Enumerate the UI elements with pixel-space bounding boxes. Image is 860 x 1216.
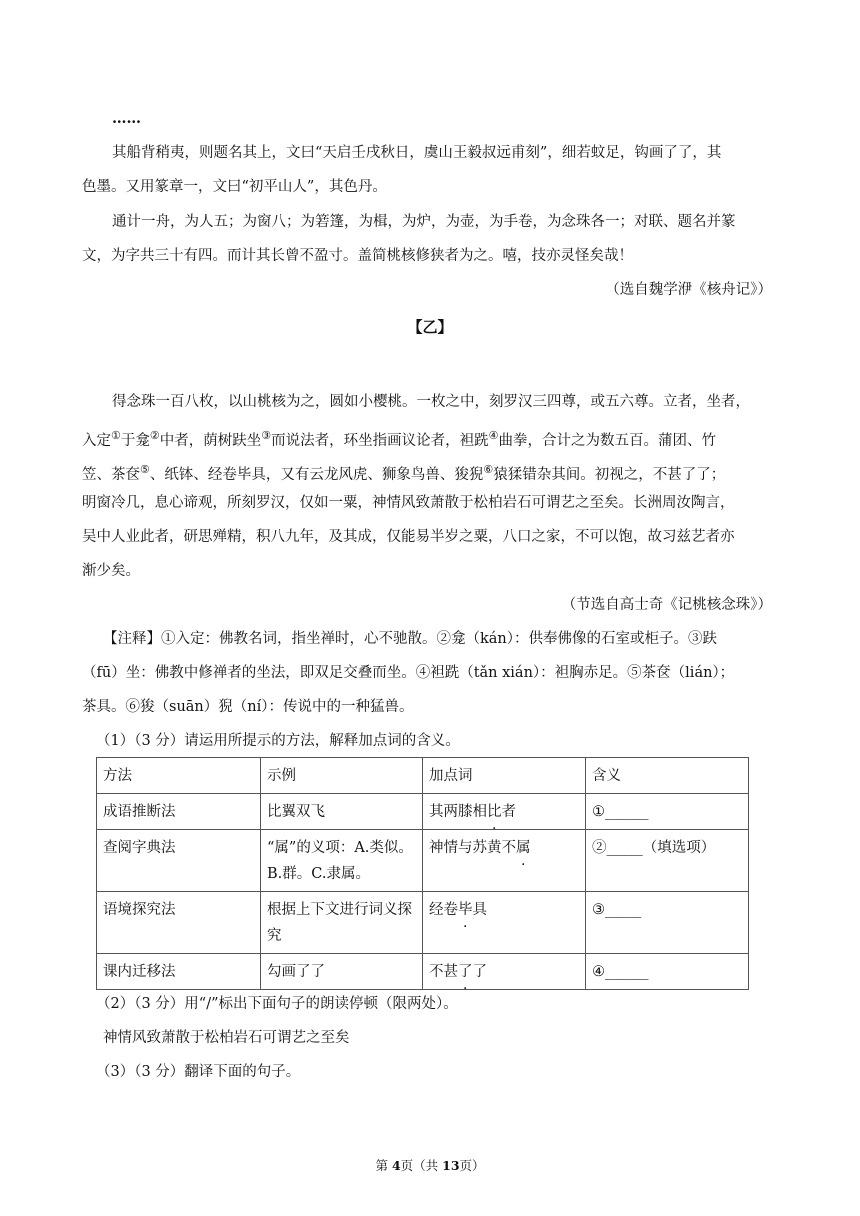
footnote-ref: ⑥ — [483, 463, 494, 476]
meaning-cell[interactable]: ③_____ — [586, 892, 749, 954]
notes-line-2: （fū）坐：佛教中修禅者的坐法，即双足交叠而坐。④袒跣（tǎn xián）：袒胸赤足。⑤茶奁（lián）； — [82, 665, 735, 681]
word-text: 了 — [472, 964, 487, 980]
meaning-cell[interactable]: ④______ — [586, 954, 749, 990]
table-header-row — [97, 758, 749, 794]
table-row — [97, 830, 749, 892]
word-text: 其两膝相 — [429, 804, 487, 820]
example-cell: 根据上下文进行词义探究 — [261, 892, 423, 954]
section-b-line-1: 得念珠一百八枚，以山桃核为之，圆如小樱桃。一枚之中，刻罗汉三四尊，或五六尊。立者，坐者， — [112, 394, 750, 410]
page-total: 13 — [442, 1158, 460, 1173]
footnote-ref: ② — [149, 429, 160, 442]
table-row — [97, 794, 749, 830]
text: 曲拳，合计之为数五百。蒲团、竹 — [498, 432, 716, 449]
section-b-line-4: 明窗冷几，息心谛观，所刻罗汉，仅如一粟，神情风致萧散于松柏岩石可谓艺之至矣。长洲周汝陶言， — [82, 495, 735, 511]
word-text: 者 — [501, 804, 516, 820]
table-header: 加点词 — [423, 758, 586, 794]
text: 猿猱错杂其间。初视之，不甚了了； — [493, 466, 726, 483]
paragraph-1-line-2: 色墨。又用篆章一，文曰“初平山人”，其色丹。 — [82, 179, 387, 195]
question-3-text: （3）（3 分）翻译下面的句子。 — [96, 1064, 301, 1080]
word-cell — [423, 794, 586, 830]
question-2-text: （2）（3 分）用“/”标出下面句子的朗读停顿（限两处）。 — [96, 996, 458, 1012]
example-cell: 勾画了了 — [261, 954, 423, 990]
footer-text: 页（共 — [400, 1158, 443, 1173]
footnote-ref: ④ — [488, 429, 499, 442]
text: 入定 — [82, 432, 111, 449]
word-cell — [423, 830, 586, 892]
page-footer — [0, 1156, 860, 1174]
table-header: 示例 — [261, 758, 423, 794]
paragraph-2-line-1: 通计一舟，为人五；为窗八；为箬篷，为楫，为炉，为壶，为手卷，为念珠各一；对联、题名并篆 — [112, 214, 736, 230]
table-row — [97, 892, 749, 954]
notes-line-1: 【注释】①入定：佛教名词，指坐禅时，心不驰散。②龛（kán）：供奉佛像的石室或柜子。③趺 — [103, 631, 718, 647]
text: 而说法者，环坐指画议论者，袒跣 — [271, 432, 489, 449]
notes-line-3: 茶具。⑥狻（suān）猊（ní）：传说中的一种猛兽。 — [82, 699, 414, 715]
section-b-heading: 【乙】 — [407, 318, 453, 336]
question-2-sentence: 神情风致萧散于松柏岩石可谓艺之至矣 — [103, 1030, 350, 1046]
method-cell: 课内迁移法 — [97, 954, 261, 990]
meaning-cell[interactable]: ①______ — [586, 794, 749, 830]
paragraph-2-line-2: 文，为字共三十有四。而计其长曾不盈寸。盖简桃核修狭者为之。嘻，技亦灵怪矣哉！ — [82, 248, 633, 264]
source-citation-1: （选自魏学洢《核舟记》） — [605, 282, 772, 298]
section-b-line-5: 吴中人业此者，研思殚精，积八九年，及其成，仅能易半岁之粟，八口之家，不可以饱，故习兹艺者亦 — [82, 529, 735, 545]
section-b-line-3 — [82, 461, 725, 484]
footer-text: 页） — [459, 1158, 485, 1173]
ellipsis: …… — [112, 110, 141, 127]
section-b-line-2 — [82, 427, 716, 450]
text: 、纸钵、经卷毕具，又有云龙风虎、狮象鸟兽、狻猊 — [149, 466, 484, 483]
word-text: 神情与苏黄不 — [429, 840, 516, 856]
page-number: 4 — [391, 1158, 401, 1173]
paragraph-1-line-1: 其船背稍夷，则题名其上，文曰“天启壬戌秋日，虞山王毅叔远甫刻”，细若蚊足，钩画了了，其 — [112, 145, 722, 161]
vocab-table — [96, 757, 749, 990]
word-cell — [423, 954, 586, 990]
text: 于龛 — [120, 432, 150, 449]
dotted-char: 属 — [516, 840, 531, 856]
question-1-text: （1）（3 分）请运用所提示的方法，解释加点词的含义。 — [96, 733, 460, 749]
text: 中者，荫树趺坐 — [159, 432, 262, 449]
word-text: 不甚 — [429, 964, 458, 980]
method-cell: 成语推断法 — [97, 794, 261, 830]
footer-text: 第 — [375, 1158, 392, 1173]
example-cell: 比翼双飞 — [261, 794, 423, 830]
section-b-line-6: 渐少矣。 — [82, 563, 140, 579]
source-citation-2: （节选自高士奇《记桃核念珠》） — [561, 597, 772, 613]
footnote-ref: ③ — [261, 429, 272, 442]
method-cell: 语境探究法 — [97, 892, 261, 954]
example-cell: “属”的义项：A.类似。B.群。C.隶属。 — [261, 830, 423, 892]
word-cell — [423, 892, 586, 954]
footnote-ref: ⑤ — [140, 463, 150, 476]
table-header: 方法 — [97, 758, 261, 794]
text: 笠、茶奁 — [82, 466, 140, 483]
word-text: 具 — [472, 902, 487, 918]
word-text: 经卷 — [429, 902, 458, 918]
dotted-char: 比 — [487, 804, 502, 820]
dotted-char: 了 — [458, 964, 473, 980]
meaning-cell[interactable]: ②_____（填选项） — [586, 830, 749, 892]
table-header: 含义 — [586, 758, 749, 794]
dotted-char: 毕 — [458, 902, 473, 918]
footnote-ref: ① — [111, 429, 121, 442]
table-row — [97, 954, 749, 990]
method-cell: 查阅字典法 — [97, 830, 261, 892]
